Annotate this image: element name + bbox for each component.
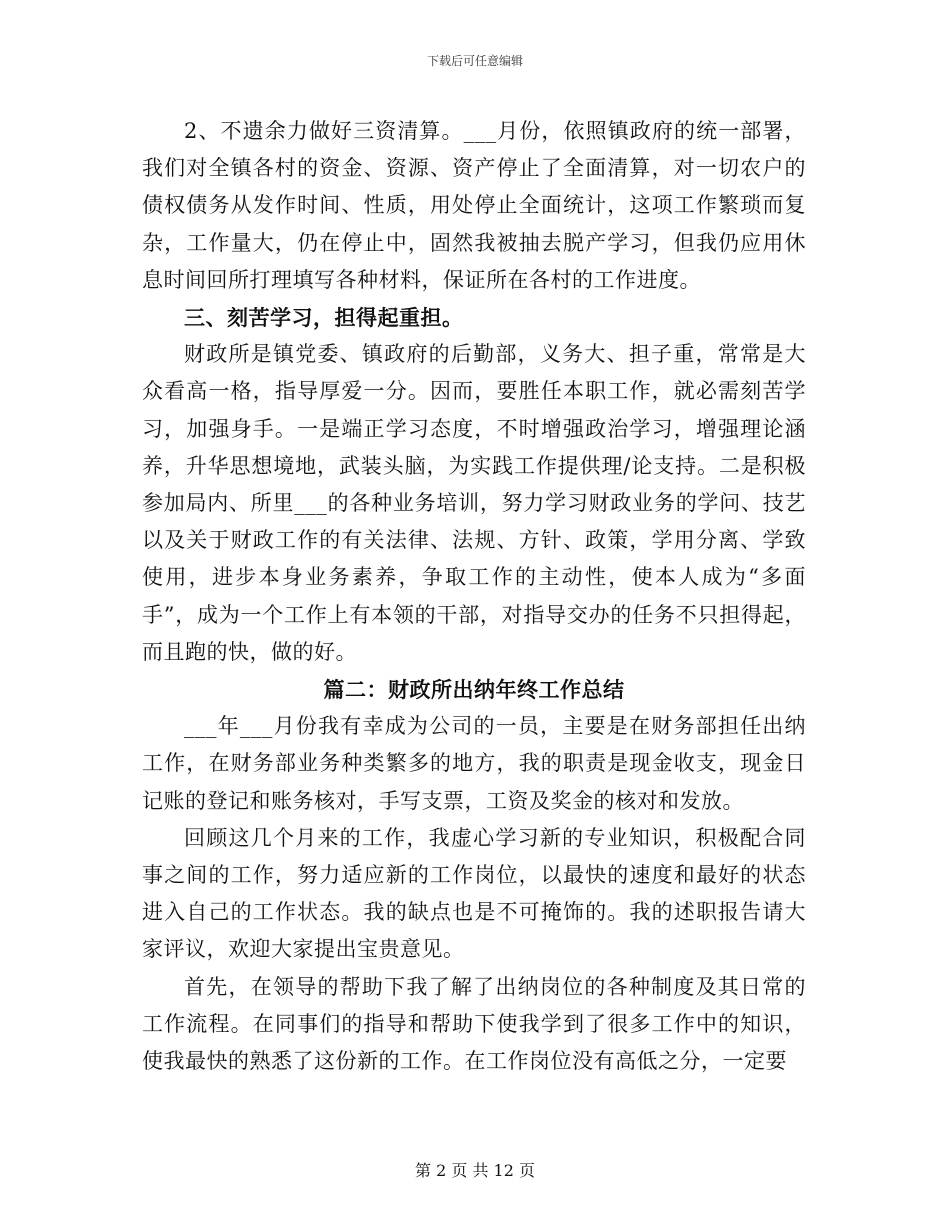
paragraph-finance-office-study: 财政所是镇党委、镇政府的后勤部，义务大、担子重，常常是大众看高一格，指导厚爱一分。因而，要胜任本职工作，就必需刻苦学习，加强身手。一是端正学习态度，不时增强政治学习，增强理论涵养，升华思想境地，武装头脑，为实践工作提供理/论支持。二是积极参加局内、所里___的各种业务培训，努力学习财政业务的学问、技艺以及关于财政工作的有关法律、法规、方针、政策，学用分离、学致使用，进步本身业务素养，争取工作的主动性，使本人成为“多面手”，成为一个工作上有本领的干部，对指导交办的任务不只担得起，而且跑的快，做的好。: [142, 342, 806, 664]
page-footer-page-number: 第 2 页 共 12 页: [415, 1161, 535, 1180]
paragraph-first: 首先，在领导的帮助下我了解了出纳岗位的各种制度及其日常的工作流程。在同事们的指导和帮助下使我学到了很多工作中的知识，使我最快的熟悉了这份新的工作。在工作岗位没有高低之分，一定要: [142, 974, 806, 1074]
page-header: 下载后可任意编辑: [426, 54, 523, 68]
paragraph-review: 回顾这几个月来的工作，我虚心学习新的专业知识，积极配合同事之间的工作，努力适应新的工作岗位，以最快的速度和最好的状态进入自己的工作状态。我的缺点也是不可掩饰的。我的述职报告请大家评议，欢迎大家提出宝贵意见。: [142, 825, 806, 962]
document-body: [142, 113, 806, 1080]
article-title-cashier-summary: 篇二：财政所出纳年终工作总结: [323, 677, 625, 703]
section-heading-study: 三、刻苦学习，担得起重担。: [184, 305, 464, 331]
paragraph-cashier-intro: ___年___月份我有幸成为公司的一员，主要是在财务部担任出纳工作，在财务部业务种类繁多的地方，我的职责是现金收支，现金日记账的登记和账务核对，手写支票，工资及奖金的核对和发放。: [142, 714, 806, 813]
paragraph-asset-clearing: 2、不遗余力做好三资清算。___月份，依照镇政府的统一部署，我们对全镇各村的资金、资源、资产停止了全面清算，对一切农户的债权债务从发作时间、性质，用处停止全面统计，这项工作繁琐而复杂，工作量大，仍在停止中，固然我被抽去脱产学习，但我仍应用休息时间回所打理填写各种材料，保证所在各村的工作进度。: [142, 119, 806, 292]
